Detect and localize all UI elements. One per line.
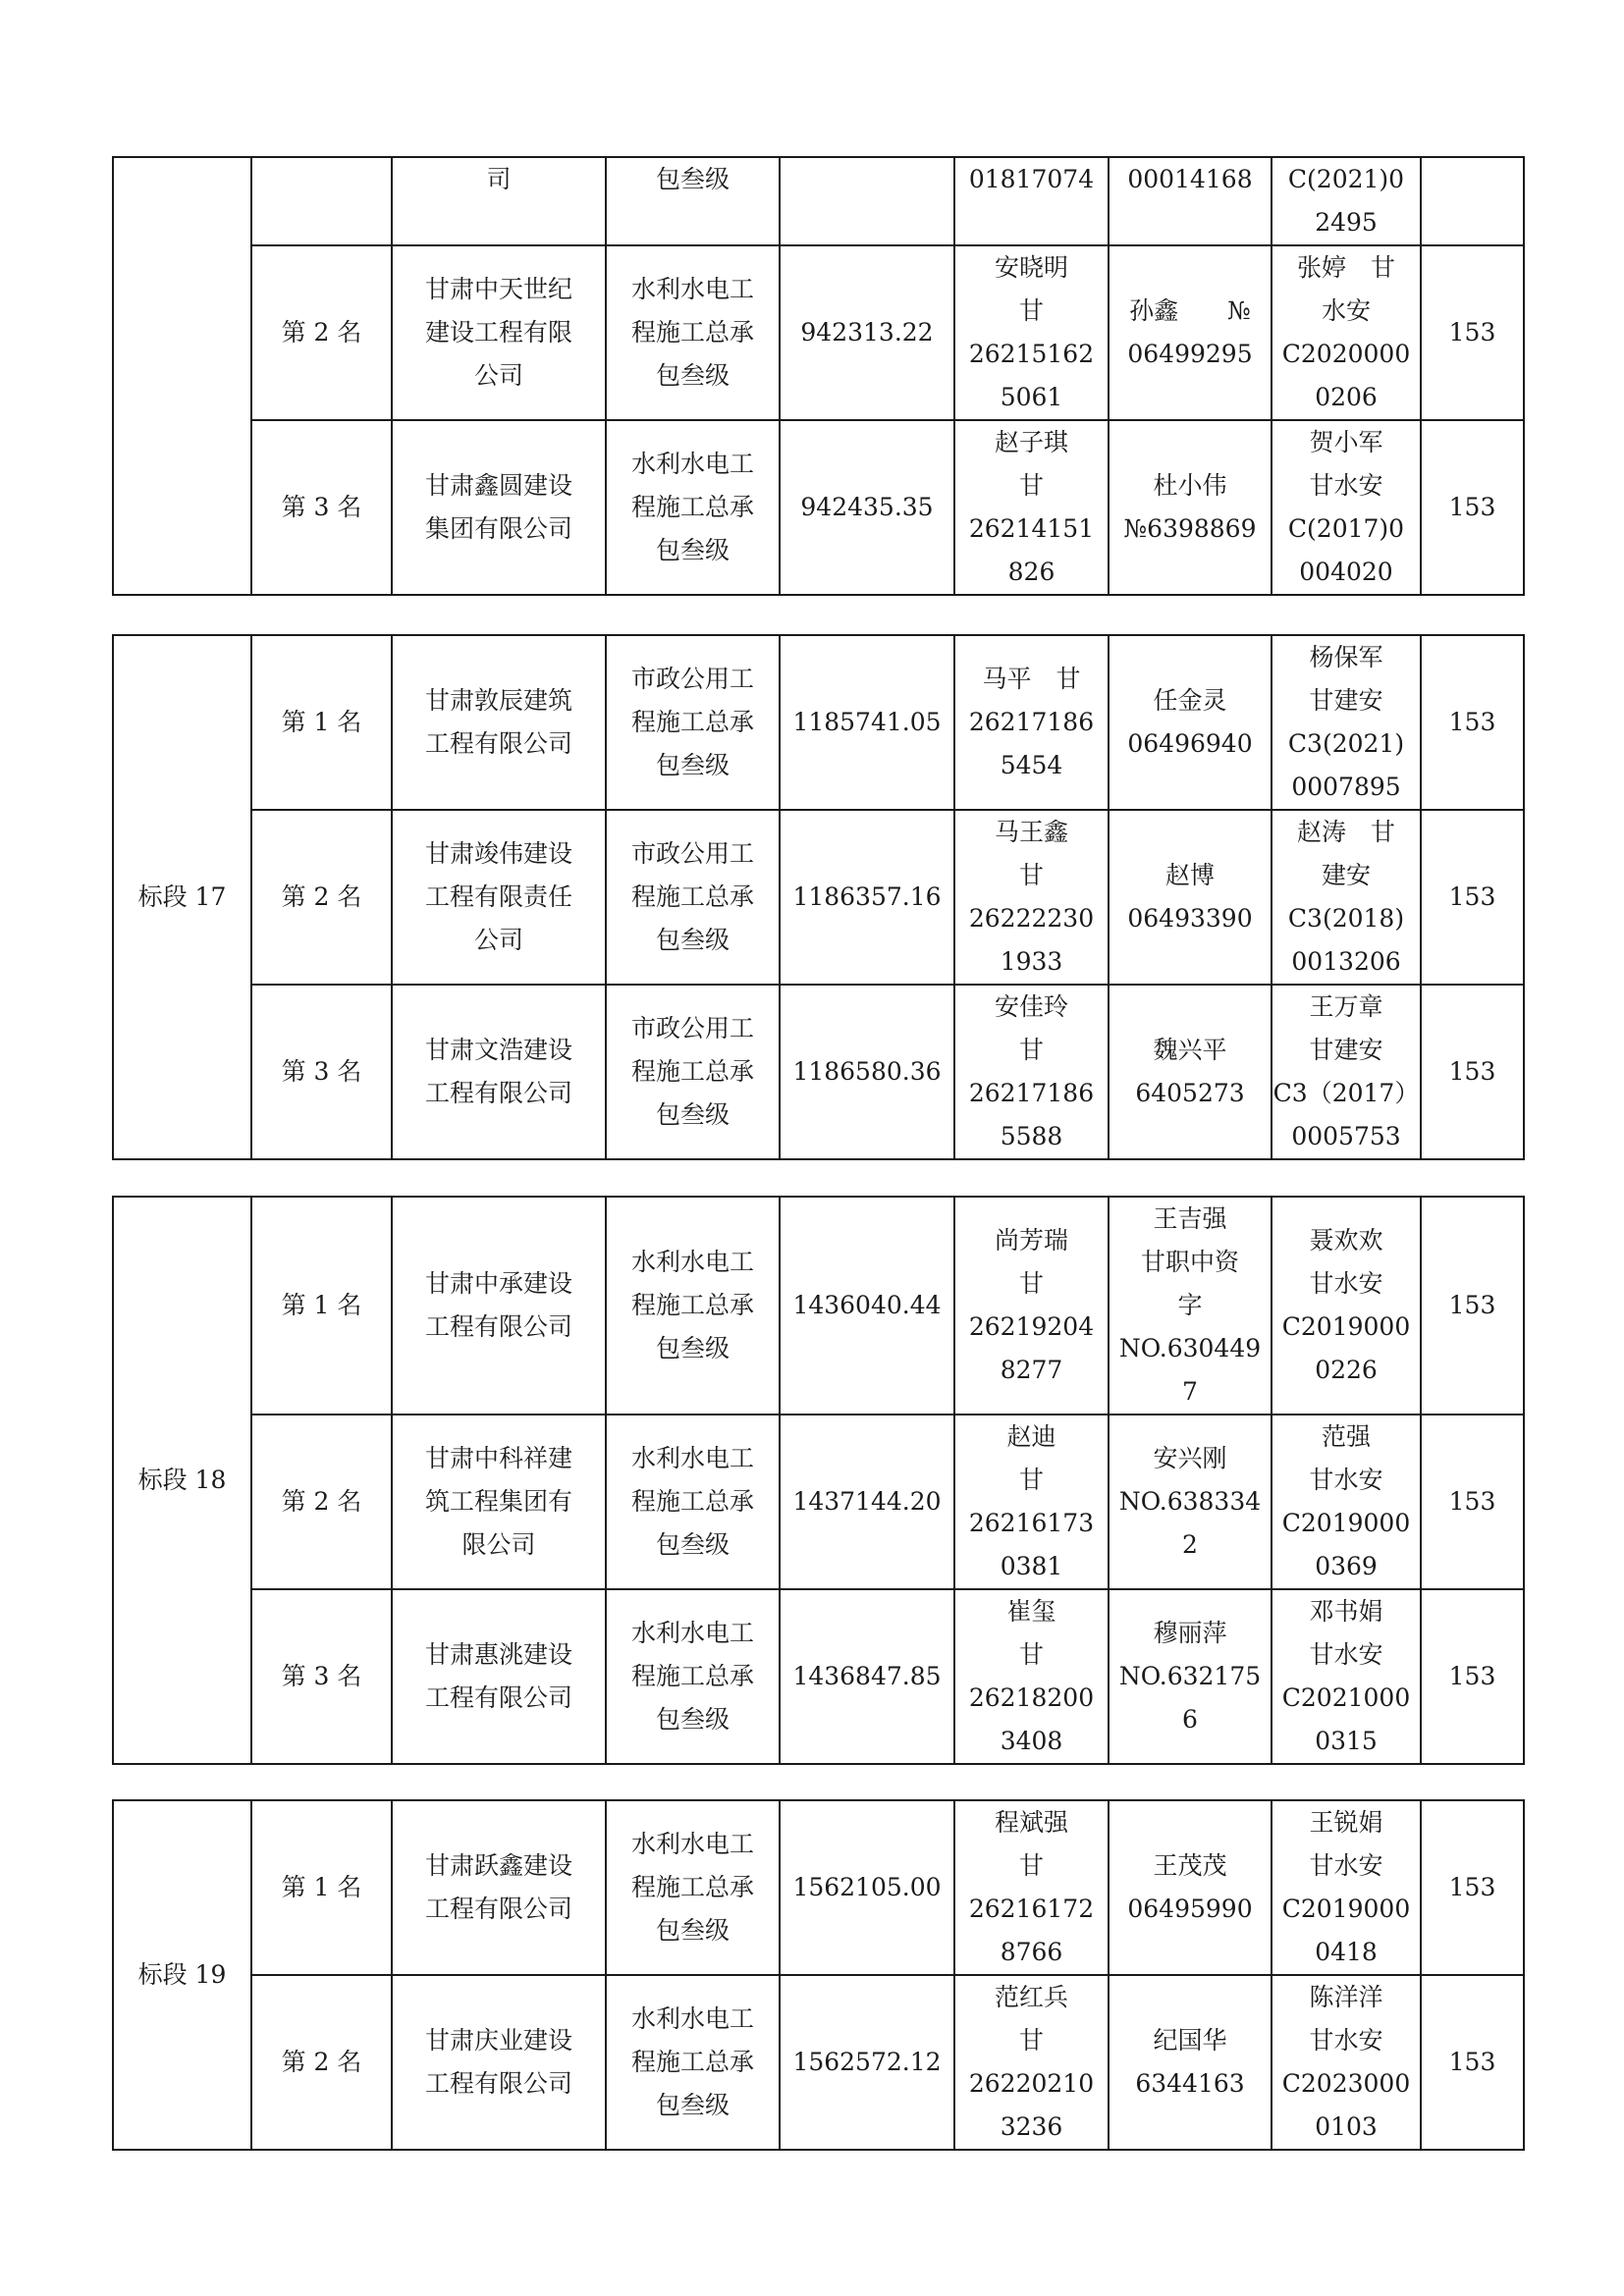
qualification-cell: 市政公用工 程施工总承 包叁级 (606, 810, 780, 985)
project-manager-cell: 范红兵 甘 26220210 3236 (954, 1975, 1109, 2150)
rank-cell: 第 3 名 (251, 985, 392, 1159)
safety-officer-cell: 范强 甘水安 C2019000 0369 (1272, 1415, 1421, 1589)
safety-officer-cell: C(2021)0 2495 (1272, 157, 1421, 245)
rank-cell: 第 2 名 (251, 245, 392, 420)
technical-lead-cell: 00014168 (1109, 157, 1272, 245)
rank-cell: 第 2 名 (251, 1415, 392, 1589)
company-cell: 甘肃惠洮建设 工程有限公司 (392, 1589, 606, 1764)
price-cell: 1562572.12 (780, 1975, 954, 2150)
technical-lead-cell: 王茂茂 06495990 (1109, 1800, 1272, 1975)
duration-cell: 153 (1421, 1589, 1524, 1764)
duration-cell: 153 (1421, 245, 1524, 420)
project-manager-cell: 崔玺 甘 26218200 3408 (954, 1589, 1109, 1764)
company-cell: 甘肃鑫圆建设 集团有限公司 (392, 420, 606, 595)
duration-cell: 153 (1421, 420, 1524, 595)
section-cell (113, 157, 251, 595)
technical-lead-cell: 穆丽萍 NO.632175 6 (1109, 1589, 1272, 1764)
duration-cell: 153 (1421, 1415, 1524, 1589)
table-row (113, 245, 1524, 420)
safety-officer-cell: 王锐娟 甘水安 C2019000 0418 (1272, 1800, 1421, 1975)
company-cell: 甘肃跃鑫建设 工程有限公司 (392, 1800, 606, 1975)
qualification-cell: 市政公用工 程施工总承 包叁级 (606, 635, 780, 810)
table-row (113, 157, 1524, 245)
technical-lead-cell: 杜小伟 №6398869 (1109, 420, 1272, 595)
table-row (113, 1197, 1524, 1415)
project-manager-cell: 安佳玲 甘 26217186 5588 (954, 985, 1109, 1159)
company-cell: 甘肃中承建设 工程有限公司 (392, 1197, 606, 1415)
duration-cell: 153 (1421, 1800, 1524, 1975)
safety-officer-cell: 聂欢欢 甘水安 C2019000 0226 (1272, 1197, 1421, 1415)
section-cell: 标段 19 (113, 1800, 251, 2150)
technical-lead-cell: 孙鑫 № 06499295 (1109, 245, 1272, 420)
bid-section-table (112, 1196, 1525, 1765)
price-cell: 1562105.00 (780, 1800, 954, 1975)
technical-lead-cell: 魏兴平 6405273 (1109, 985, 1272, 1159)
project-manager-cell: 程斌强 甘 26216172 8766 (954, 1800, 1109, 1975)
qualification-cell: 水利水电工 程施工总承 包叁级 (606, 245, 780, 420)
company-cell: 甘肃庆业建设 工程有限公司 (392, 1975, 606, 2150)
price-cell: 1185741.05 (780, 635, 954, 810)
price-cell: 1436847.85 (780, 1589, 954, 1764)
price-cell: 1436040.44 (780, 1197, 954, 1415)
project-manager-cell: 尚芳瑞 甘 26219204 8277 (954, 1197, 1109, 1415)
table-row (113, 1800, 1524, 1975)
qualification-cell: 水利水电工 程施工总承 包叁级 (606, 1589, 780, 1764)
duration-cell: 153 (1421, 810, 1524, 985)
rank-cell: 第 1 名 (251, 1800, 392, 1975)
qualification-cell: 水利水电工 程施工总承 包叁级 (606, 1975, 780, 2150)
project-manager-cell: 赵子琪 甘 26214151 826 (954, 420, 1109, 595)
company-cell: 甘肃文浩建设 工程有限公司 (392, 985, 606, 1159)
rank-cell (251, 157, 392, 245)
qualification-cell: 水利水电工 程施工总承 包叁级 (606, 1800, 780, 1975)
rank-cell: 第 2 名 (251, 810, 392, 985)
project-manager-cell: 01817074 (954, 157, 1109, 245)
project-manager-cell: 马王鑫 甘 26222230 1933 (954, 810, 1109, 985)
project-manager-cell: 马平 甘 26217186 5454 (954, 635, 1109, 810)
company-cell: 甘肃敦辰建筑 工程有限公司 (392, 635, 606, 810)
bid-section-table (112, 1799, 1525, 2151)
section-cell: 标段 17 (113, 635, 251, 1159)
price-cell: 1186357.16 (780, 810, 954, 985)
rank-cell: 第 1 名 (251, 1197, 392, 1415)
company-cell: 甘肃竣伟建设 工程有限责任 公司 (392, 810, 606, 985)
safety-officer-cell: 赵涛 甘 建安 C3(2018) 0013206 (1272, 810, 1421, 985)
project-manager-cell: 赵迪 甘 26216173 0381 (954, 1415, 1109, 1589)
technical-lead-cell: 安兴刚 NO.638334 2 (1109, 1415, 1272, 1589)
table-row (113, 1975, 1524, 2150)
section-cell: 标段 18 (113, 1197, 251, 1764)
table-row (113, 420, 1524, 595)
technical-lead-cell: 赵博 06493390 (1109, 810, 1272, 985)
price-cell: 1186580.36 (780, 985, 954, 1159)
safety-officer-cell: 邓书娟 甘水安 C2021000 0315 (1272, 1589, 1421, 1764)
duration-cell: 153 (1421, 635, 1524, 810)
qualification-cell: 水利水电工 程施工总承 包叁级 (606, 1415, 780, 1589)
bid-section-table (112, 156, 1525, 596)
company-cell: 甘肃中天世纪 建设工程有限 公司 (392, 245, 606, 420)
safety-officer-cell: 陈洋洋 甘水安 C2023000 0103 (1272, 1975, 1421, 2150)
qualification-cell: 水利水电工 程施工总承 包叁级 (606, 420, 780, 595)
rank-cell: 第 3 名 (251, 1589, 392, 1764)
technical-lead-cell: 王吉强 甘职中资 字 NO.630449 7 (1109, 1197, 1272, 1415)
rank-cell: 第 1 名 (251, 635, 392, 810)
company-cell: 司 (392, 157, 606, 245)
bid-section-table (112, 634, 1525, 1160)
duration-cell (1421, 157, 1524, 245)
price-cell (780, 157, 954, 245)
technical-lead-cell: 任金灵 06496940 (1109, 635, 1272, 810)
table-row (113, 1415, 1524, 1589)
project-manager-cell: 安晓明 甘 26215162 5061 (954, 245, 1109, 420)
price-cell: 1437144.20 (780, 1415, 954, 1589)
qualification-cell: 水利水电工 程施工总承 包叁级 (606, 1197, 780, 1415)
rank-cell: 第 2 名 (251, 1975, 392, 2150)
table-row (113, 1589, 1524, 1764)
qualification-cell: 市政公用工 程施工总承 包叁级 (606, 985, 780, 1159)
duration-cell: 153 (1421, 1975, 1524, 2150)
rank-cell: 第 3 名 (251, 420, 392, 595)
qualification-cell: 包叁级 (606, 157, 780, 245)
safety-officer-cell: 王万章 甘建安 C3（2017） 0005753 (1272, 985, 1421, 1159)
duration-cell: 153 (1421, 985, 1524, 1159)
table-row (113, 985, 1524, 1159)
duration-cell: 153 (1421, 1197, 1524, 1415)
safety-officer-cell: 张婷 甘 水安 C2020000 0206 (1272, 245, 1421, 420)
price-cell: 942313.22 (780, 245, 954, 420)
safety-officer-cell: 杨保军 甘建安 C3(2021) 0007895 (1272, 635, 1421, 810)
table-row (113, 635, 1524, 810)
company-cell: 甘肃中科祥建 筑工程集团有 限公司 (392, 1415, 606, 1589)
table-row (113, 810, 1524, 985)
technical-lead-cell: 纪国华 6344163 (1109, 1975, 1272, 2150)
safety-officer-cell: 贺小军 甘水安 C(2017)0 004020 (1272, 420, 1421, 595)
price-cell: 942435.35 (780, 420, 954, 595)
